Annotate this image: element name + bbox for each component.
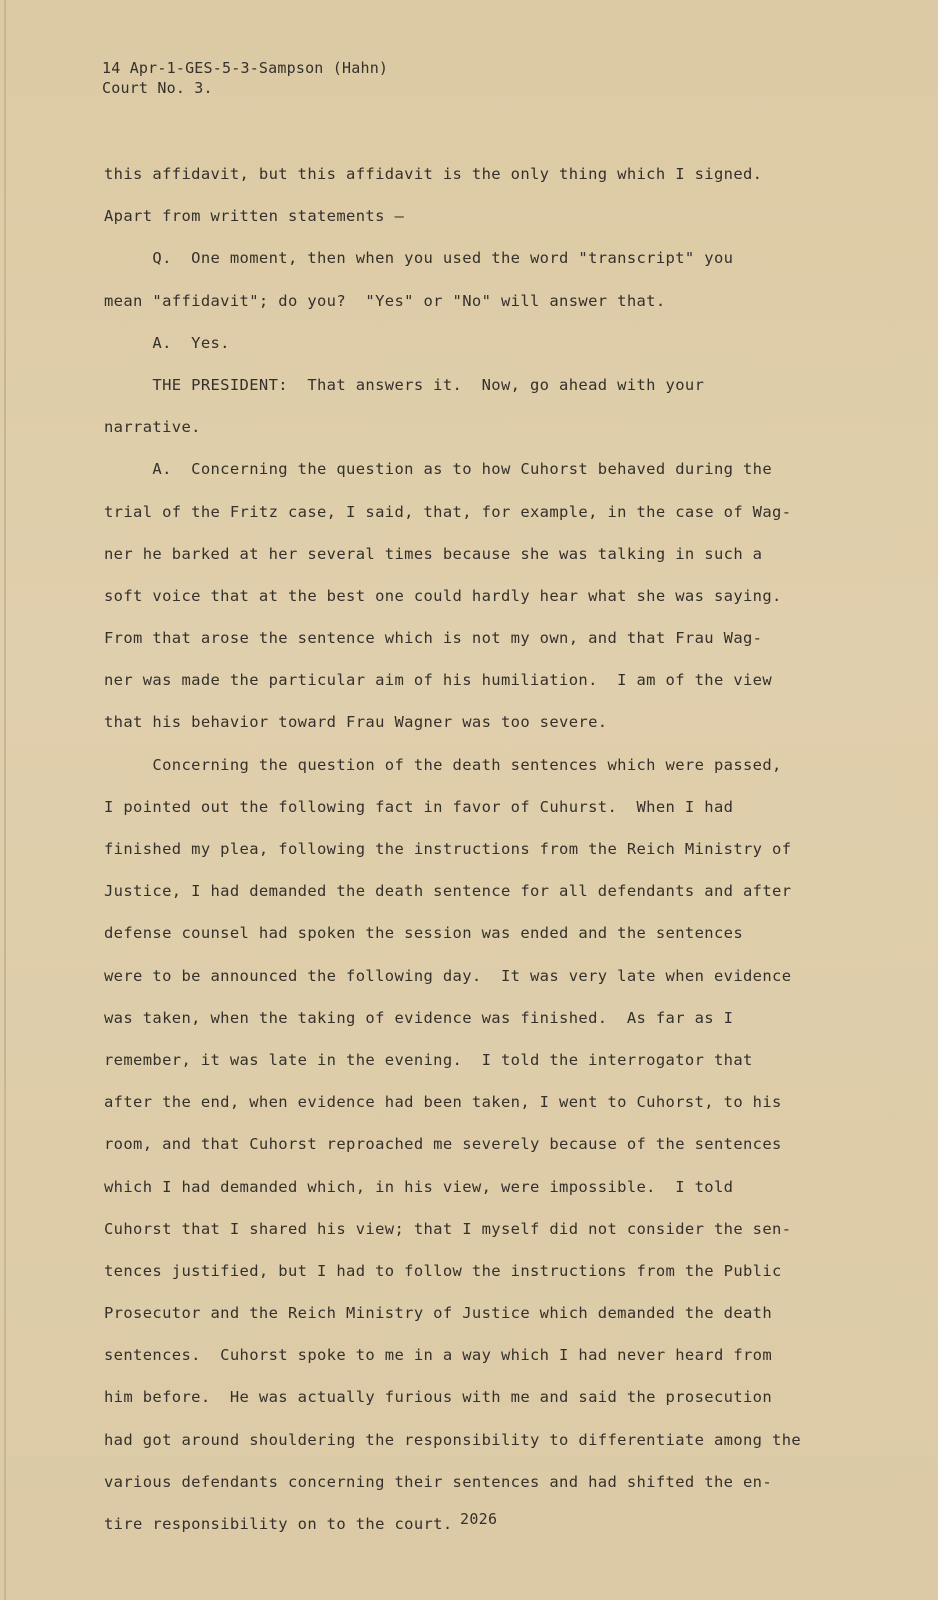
- text-line: A. Yes.: [104, 333, 230, 352]
- text-line: tire responsibility on to the court.: [104, 1515, 453, 1533]
- header-line-2: Court No. 3.: [102, 79, 213, 97]
- text-line: him before. He was actually furious with me and said the prosecution: [104, 1388, 773, 1407]
- text-line: Cuhorst that I shared his view; that I myself did not consider the sen-: [104, 1219, 792, 1238]
- text-line: Justice, I had demanded the death sentence for all defendants and after: [104, 882, 792, 901]
- text-line: that his behavior toward Frau Wagner was too severe.: [104, 713, 608, 732]
- text-line: Prosecutor and the Reich Ministry of Justice which demanded the death: [104, 1304, 773, 1323]
- text-line: Concerning the question of the death sentences which were passed,: [104, 755, 782, 774]
- text-line: ner was made the particular aim of his humiliation. I am of the view: [104, 671, 773, 690]
- text-line: defense counsel had spoken the session was ended and the sentences: [104, 924, 743, 943]
- text-line: soft voice that at the best one could hardly hear what she was saying.: [104, 586, 782, 605]
- text-line: tences justified, but I had to follow the instructions from the Public: [104, 1261, 782, 1280]
- document-body: [104, 163, 844, 1555]
- text-line: remember, it was late in the evening. I told the interrogator that: [104, 1050, 753, 1069]
- text-line: Q. One moment, then when you used the word "transcript" you: [104, 249, 734, 268]
- text-line: after the end, when evidence had been taken, I went to Cuhorst, to his: [104, 1093, 782, 1112]
- header-line-1: 14 Apr-1-GES-5-3-Sampson (Hahn): [102, 59, 389, 77]
- text-line: room, and that Cuhorst reproached me severely because of the sentences: [104, 1135, 782, 1154]
- page-edge: [4, 0, 6, 1600]
- text-line: was taken, when the taking of evidence was finished. As far as I: [104, 1008, 734, 1027]
- text-line: Apart from written statements —: [104, 207, 405, 226]
- text-line: trial of the Fritz case, I said, that, for example, in the case of Wag-: [104, 502, 792, 521]
- text-line: had got around shouldering the responsibility to differentiate among the: [104, 1430, 802, 1449]
- text-line: I pointed out the following fact in favor of Cuhurst. When I had: [104, 797, 734, 816]
- document-header: [102, 58, 388, 98]
- text-line: ner he barked at her several times because she was talking in such a: [104, 544, 763, 563]
- text-line: THE PRESIDENT: That answers it. Now, go ahead with your: [104, 375, 705, 394]
- text-line: mean "affidavit"; do you? "Yes" or "No" will answer that.: [104, 291, 666, 310]
- text-line: this affidavit, but this affidavit is the only thing which I signed.: [104, 165, 763, 183]
- text-line: which I had demanded which, in his view, were impossible. I told: [104, 1177, 734, 1196]
- text-line: were to be announced the following day. It was very late when evidence: [104, 966, 792, 985]
- text-line: From that arose the sentence which is not my own, and that Frau Wag-: [104, 629, 763, 648]
- text-line: sentences. Cuhorst spoke to me in a way which I had never heard from: [104, 1346, 773, 1365]
- text-line: finished my plea, following the instructions from the Reich Ministry of: [104, 840, 792, 858]
- page-number: 2026: [460, 1510, 498, 1528]
- text-line: various defendants concerning their sentences and had shifted the en-: [104, 1472, 773, 1491]
- text-line: narrative.: [104, 418, 201, 437]
- text-line: A. Concerning the question as to how Cuhorst behaved during the: [104, 460, 773, 479]
